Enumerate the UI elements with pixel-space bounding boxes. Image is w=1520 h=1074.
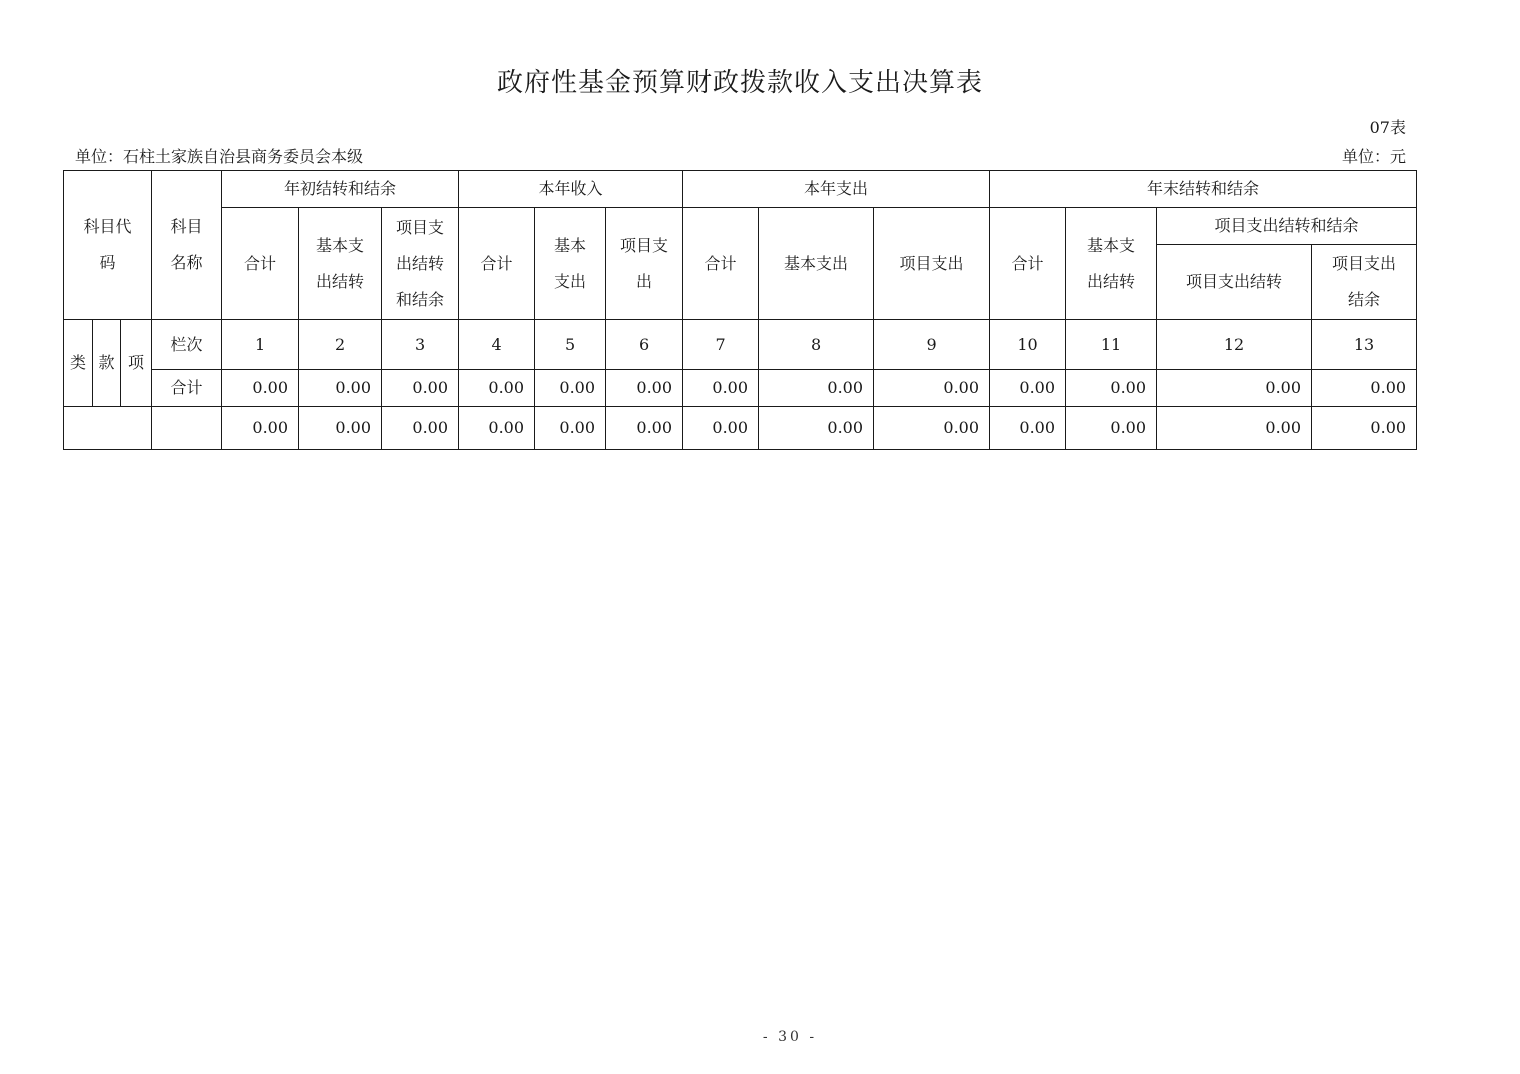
begin-basic-line2: 出结转: [316, 271, 365, 291]
data-cell: 0.00: [1312, 407, 1417, 450]
subject-name-line1: 科目: [170, 217, 203, 236]
begin-project-header: [382, 208, 459, 320]
column-number: 5: [535, 320, 606, 370]
item-header: 项: [121, 320, 152, 407]
data-cell: 0.00: [299, 407, 382, 450]
total-cell: 0.00: [759, 370, 874, 407]
section-header: 款: [93, 320, 121, 407]
end-project-surplus-line2: 结余: [1348, 290, 1381, 309]
total-cell: 0.00: [299, 370, 382, 407]
end-basic-line1: 基本支: [1087, 235, 1136, 255]
income-project-line2: 出: [636, 271, 653, 291]
data-cell: 0.00: [1066, 407, 1157, 450]
end-project-surplus-header: [1312, 245, 1417, 320]
begin-basic-header: [299, 208, 382, 320]
total-cell: 0.00: [683, 370, 759, 407]
total-cell: 0.00: [606, 370, 683, 407]
column-number: 1: [222, 320, 299, 370]
column-number: 11: [1066, 320, 1157, 370]
column-number: 6: [606, 320, 683, 370]
header-row-groups: [64, 171, 1417, 208]
column-number-row: [64, 320, 1417, 370]
income-basic-header: [535, 208, 606, 320]
unit-organization: 单位：石柱土家族自治县商务委员会本级: [75, 147, 364, 166]
expense-basic-header: 基本支出: [759, 208, 874, 320]
income-project-line1: 项目支: [620, 235, 669, 255]
column-number: 12: [1157, 320, 1312, 370]
data-cell: 0.00: [874, 407, 990, 450]
subject-name-header: [152, 171, 222, 320]
column-number: 13: [1312, 320, 1417, 370]
group-expense-header: 本年支出: [683, 171, 990, 208]
total-cell: 0.00: [874, 370, 990, 407]
total-cell: 0.00: [1066, 370, 1157, 407]
total-cell: 0.00: [990, 370, 1066, 407]
begin-total-header: 合计: [222, 208, 299, 320]
total-cell: 0.00: [535, 370, 606, 407]
class-header: 类: [64, 320, 93, 407]
group-end-header: 年末结转和结余: [990, 171, 1417, 208]
income-total-header: 合计: [459, 208, 535, 320]
data-cell: 0.00: [683, 407, 759, 450]
group-income-header: 本年收入: [459, 171, 683, 208]
income-basic-line1: 基本: [554, 235, 587, 255]
end-project-surplus-line1: 项目支出: [1332, 254, 1397, 273]
column-number: 8: [759, 320, 874, 370]
subject-code-line1: 科目代: [83, 217, 132, 236]
end-total-header: 合计: [990, 208, 1066, 320]
data-cell: 0.00: [990, 407, 1066, 450]
subject-name-cell: [152, 407, 222, 450]
data-cell: 0.00: [459, 407, 535, 450]
data-cell: 0.00: [382, 407, 459, 450]
report-title: 政府性基金预算财政拨款收入支出决算表: [496, 68, 983, 98]
begin-project-line2: 出结转: [396, 253, 445, 273]
expense-total-header: 合计: [683, 208, 759, 320]
column-number: 10: [990, 320, 1066, 370]
end-basic-header: [1066, 208, 1157, 320]
total-label: 合计: [152, 370, 222, 407]
column-order-label: 栏次: [152, 320, 222, 370]
budget-table: [63, 170, 1417, 450]
subject-code-header: [64, 171, 152, 320]
column-number: 4: [459, 320, 535, 370]
income-project-header: [606, 208, 683, 320]
total-cell: 0.00: [382, 370, 459, 407]
begin-basic-line1: 基本支: [316, 235, 365, 255]
page-number: - 30 -: [762, 1029, 818, 1045]
unit-currency: 单位：元: [1341, 147, 1406, 166]
total-row: [64, 370, 1417, 407]
data-cell: 0.00: [1157, 407, 1312, 450]
header-row-sub: [64, 208, 1417, 245]
subject-code-line2: 码: [99, 253, 116, 272]
subject-name-line2: 名称: [170, 253, 203, 272]
data-cell: 0.00: [222, 407, 299, 450]
group-begin-header: 年初结转和结余: [222, 171, 459, 208]
data-cell: 0.00: [535, 407, 606, 450]
end-project-group-header: 项目支出结转和结余: [1157, 208, 1417, 245]
table-number: 07表: [1369, 118, 1406, 137]
column-number: 7: [683, 320, 759, 370]
expense-project-header: 项目支出: [874, 208, 990, 320]
total-cell: 0.00: [1157, 370, 1312, 407]
column-number: 9: [874, 320, 990, 370]
subject-code-cell: [64, 407, 152, 450]
total-cell: 0.00: [222, 370, 299, 407]
total-cell: 0.00: [1312, 370, 1417, 407]
total-cell: 0.00: [459, 370, 535, 407]
data-cell: 0.00: [606, 407, 683, 450]
begin-project-line3: 和结余: [396, 289, 445, 309]
end-project-carry-header: 项目支出结转: [1157, 245, 1312, 320]
table-row: [64, 407, 1417, 450]
column-number: 3: [382, 320, 459, 370]
column-number: 2: [299, 320, 382, 370]
end-basic-line2: 出结转: [1087, 271, 1136, 291]
data-cell: 0.00: [759, 407, 874, 450]
income-basic-line2: 支出: [554, 271, 587, 291]
begin-project-line1: 项目支: [396, 217, 445, 237]
